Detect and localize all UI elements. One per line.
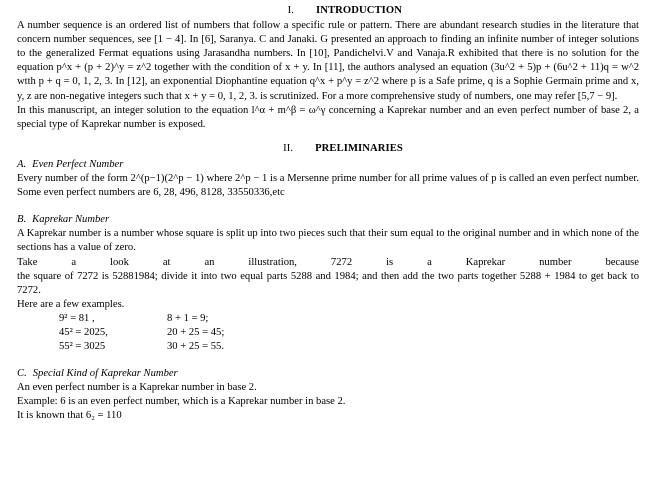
illustration-word: an — [204, 256, 215, 268]
section-number: II. — [283, 142, 294, 154]
illustration-line — [17, 256, 639, 270]
subsection-title: Special Kind of Kaprekar Number — [32, 368, 178, 380]
example-sum: 20 + 25 = 45; — [167, 326, 225, 338]
special-kaprekar-line-1: An even perfect number is a Kaprekar number in base 2. — [17, 382, 257, 394]
section-title: INTRODUCTION — [316, 5, 402, 16]
illustration-word: because — [605, 256, 639, 268]
intro-paragraph-2: In this manuscript, an integer solution to the equation l^α + m^β = ω^γ concerning a Kaprekar number and an even perfect number of base 2, a special type of Kaprekar number is exposed. — [17, 104, 639, 130]
illustration-word: illustration, — [248, 256, 297, 268]
examples-intro: Here are a few examples. — [17, 298, 125, 310]
examples-list — [17, 312, 639, 354]
subsection-label: B. — [17, 214, 27, 226]
illustration-word: a — [427, 256, 432, 268]
example-row — [17, 340, 639, 354]
illustration-word: number — [539, 256, 572, 268]
illustration-word: Kaprekar — [465, 256, 506, 268]
section-heading-introduction — [17, 4, 639, 18]
kaprekar-illustration: the square of 7272 is 52881984; divide it into two equal parts 5288 and 1984; and then add the two parts together 5288 + 1984 to get back to 7272. — [17, 270, 639, 296]
subsection-title: Even Perfect Number — [32, 158, 124, 170]
illustration-word: is — [386, 256, 394, 268]
example-row — [17, 312, 639, 326]
special-kaprekar-line-3: It is known that 6₂ = 110 — [17, 410, 122, 422]
example-square: 9² = 81 , — [59, 312, 95, 324]
subsection-label: C. — [17, 368, 27, 380]
illustration-word: 7272 — [330, 256, 353, 268]
example-sum: 8 + 1 = 9; — [167, 312, 209, 324]
section-heading-preliminaries — [17, 142, 639, 156]
intro-paragraph-1: A number sequence is an ordered list of numbers that follow a specific rule or pattern. There are abundant research studies in the literature that concern number sequences, see [1 − 4]. In [6], Saranya. C and Janaki. G presented an approach to finding an infinite number of integer solutions to the generalized Fermat equations using Jarasandha numbers. In [10], Pandichelvi.V and Vanaja.R exhibited that there is no solution for the equation p^x + (p + 2)^y = z^2 together with the condition of x + y. In [11], the authors analysed an equation (3u^2 + 5)p + (6u^2 + 11)q = w^2 wtth p + q = 0, 1, 2, 3. In [12], an exponential Diophantine equation q^x + p^y = z^2 where p is a Safe prime, q is a Sophie Germain prime and x, y, z are non-negative integers such that x + y = 0, 1, 2, 3. is scrutinized. For a more comprehensive study of numbers, one may refer [5,7 − 9]. — [17, 20, 639, 102]
example-row — [17, 326, 639, 340]
illustration-word: at — [162, 256, 171, 268]
example-square: 55² = 3025 — [59, 341, 106, 353]
subsection-heading-special-kaprekar — [17, 367, 639, 381]
subsection-title: Kaprekar Number — [32, 214, 110, 226]
subsection-heading-kaprekar — [17, 213, 639, 227]
section-title: PRELIMINARIES — [315, 142, 403, 154]
example-square: 45² = 2025, — [59, 326, 108, 338]
example-sum: 30 + 25 = 55. — [167, 341, 224, 353]
illustration-word: Take — [17, 256, 38, 268]
section-number: I. — [287, 5, 295, 16]
special-kaprekar-line-2: Example: 6 is an even perfect number, which is a Kaprekar number in base 2. — [17, 396, 346, 408]
subsection-heading-even-perfect — [17, 158, 639, 172]
illustration-word: a — [71, 256, 77, 268]
even-perfect-definition: Every number of the form 2^(p−1)(2^p − 1) where 2^p − 1 is a Mersenne prime number for all prime values of p is called an even perfect number. Some even perfect numbers are 6, 28, 496, 8128, 33550336,etc — [17, 173, 639, 199]
subsection-label: A. — [17, 158, 27, 170]
kaprekar-definition: A Kaprekar number is a number whose square is split up into two pieces such that their sum equal to the original number and in which none of the sections has a value of zero. — [17, 228, 639, 254]
illustration-word: look — [110, 256, 129, 268]
